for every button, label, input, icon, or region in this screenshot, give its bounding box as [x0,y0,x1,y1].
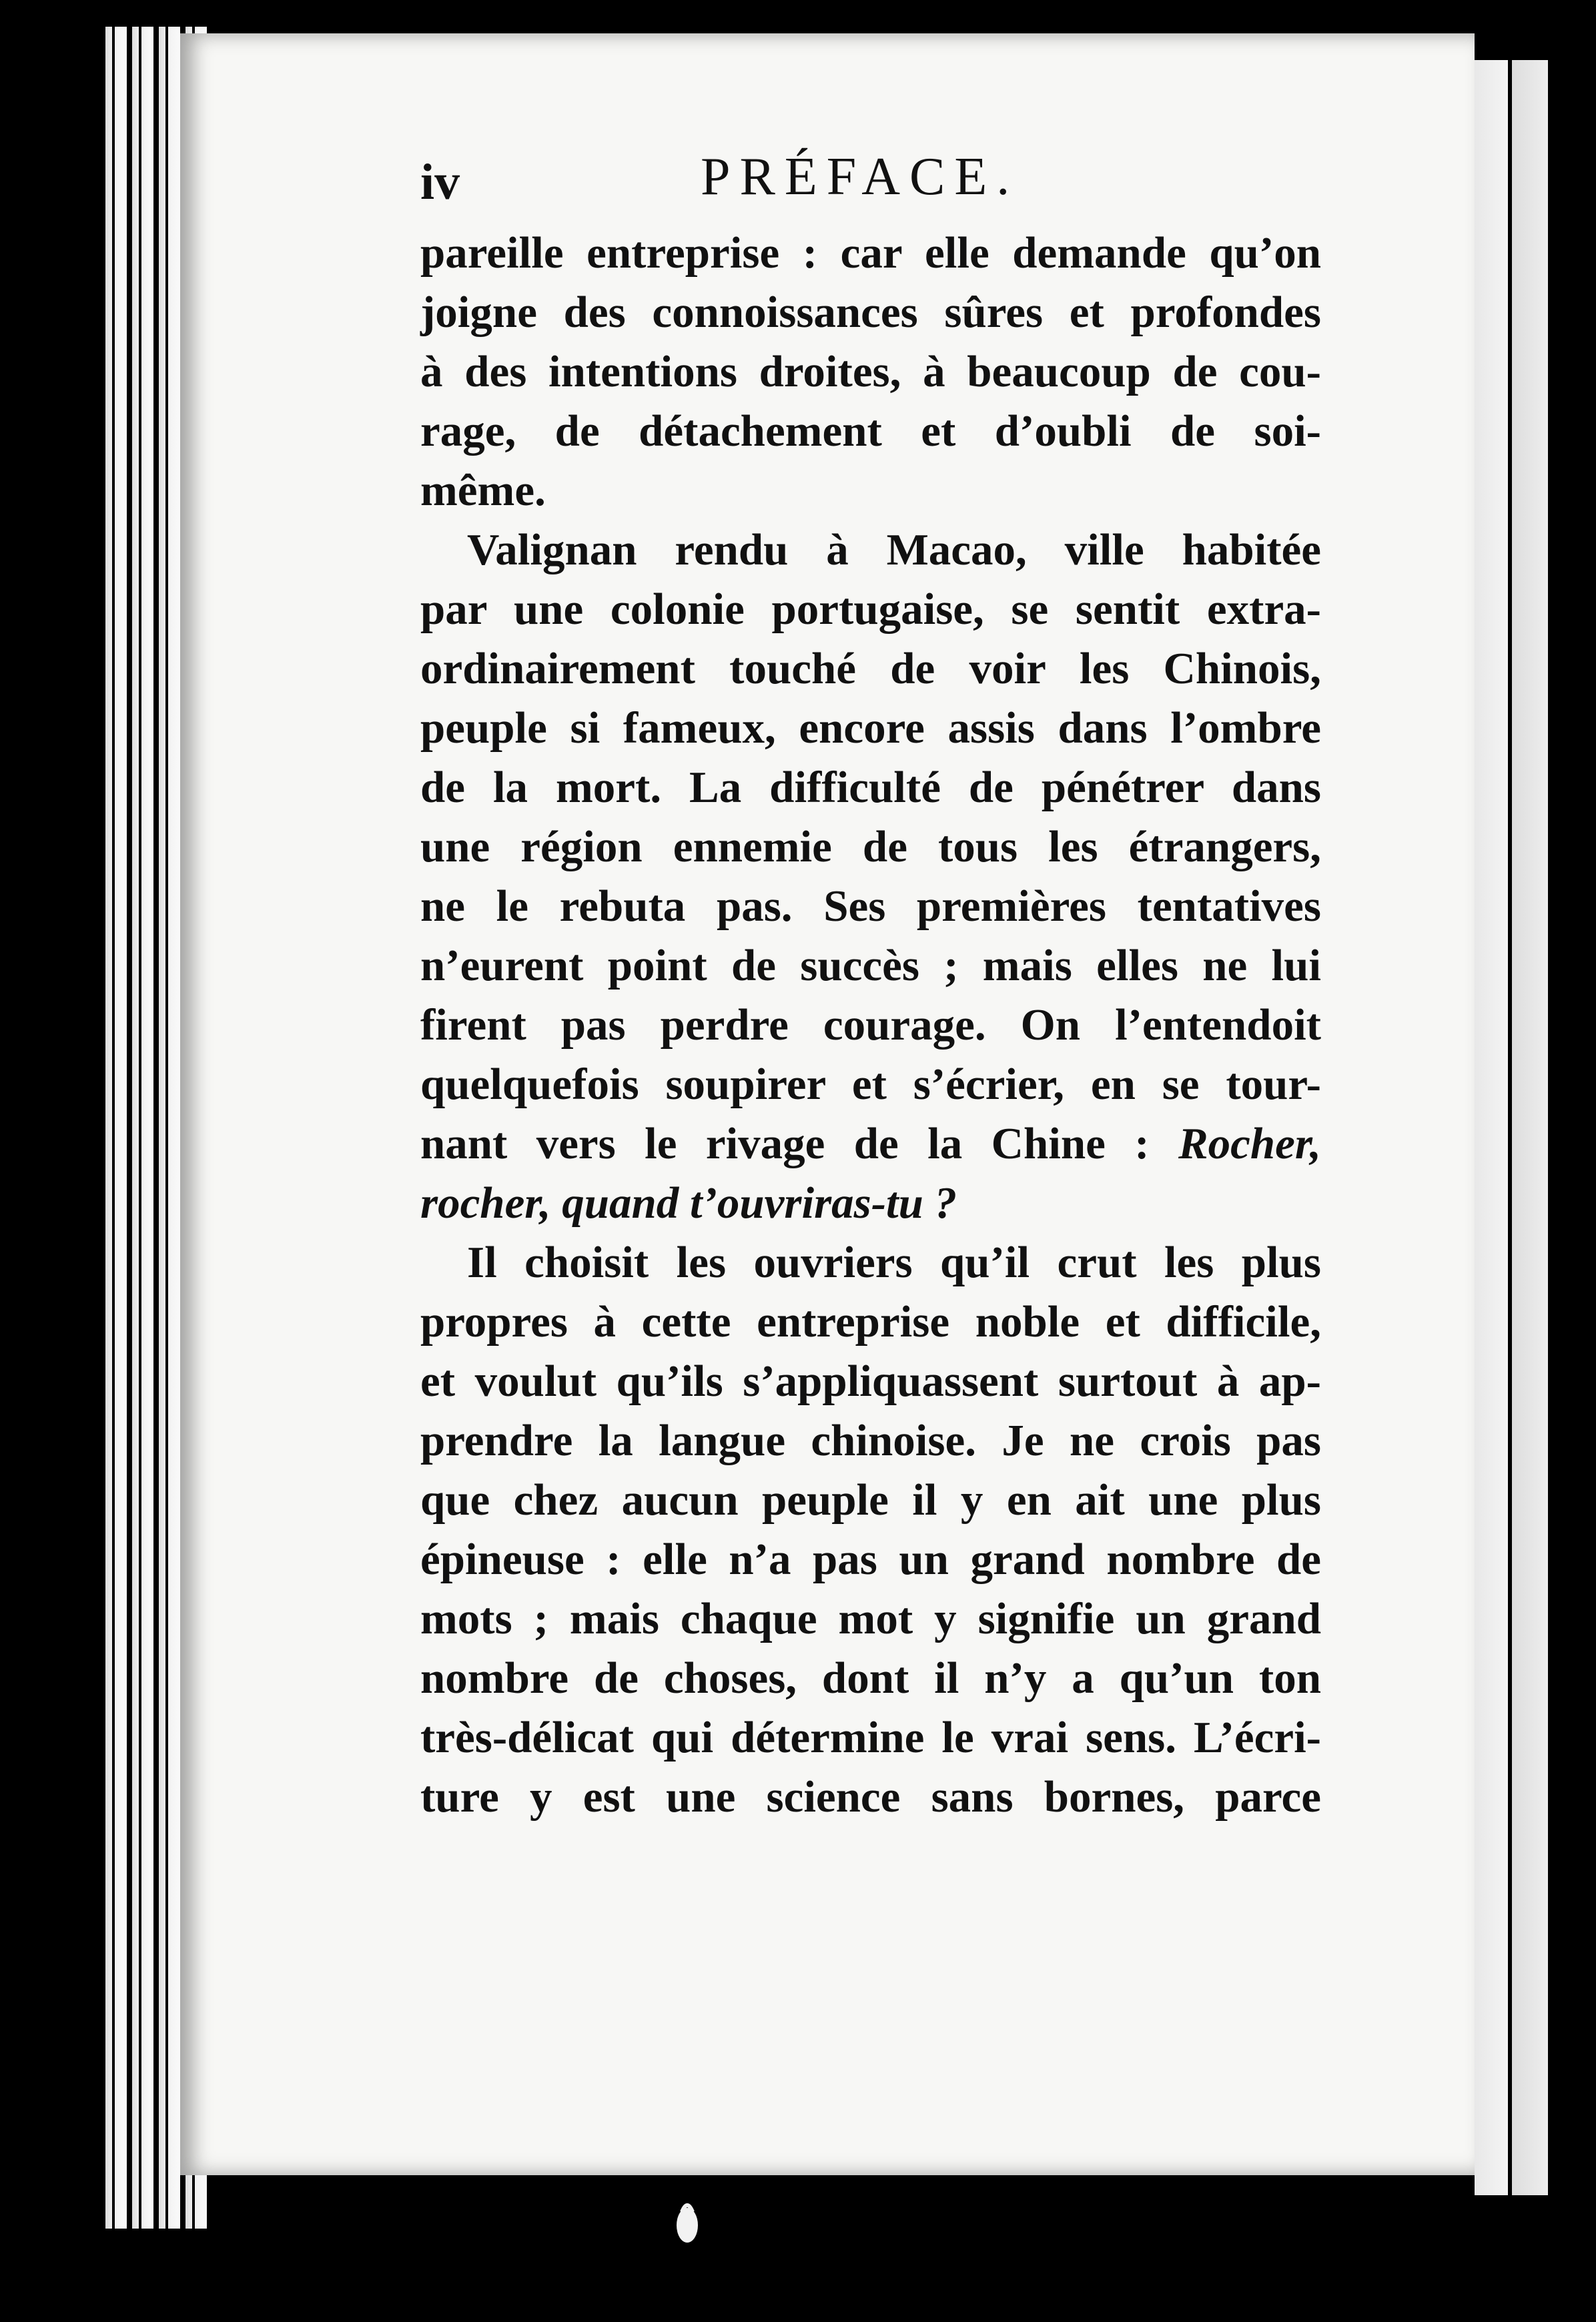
italic-text: Rocher, [1178,1119,1321,1168]
text-line [420,1114,1321,1174]
text-line: de la mort. La difficulté de pénétrer dans [420,763,1321,812]
text-line: que chez aucun peuple il y en ait une plus [420,1475,1321,1525]
text-line: même. [420,466,546,515]
text-line-italic: rocher, quand t’ouvriras-tu ? [420,1178,957,1228]
text-line: à des intentions droites, à beaucoup de cou- [420,347,1321,396]
text-line: ordinairement touché de voir les Chinois, [420,644,1321,693]
running-title: PRÉFACE. [701,147,1020,206]
ornament-icon [667,2192,707,2252]
text-line: propres à cette entreprise noble et difficile, [420,1297,1321,1346]
text-fragment: nant vers le rivage de la Chine : [420,1119,1150,1168]
text-line: nombre de choses, dont il n’y a qu’un ton [420,1653,1321,1703]
book-right-edge [1468,60,1548,2195]
text-line: peuple si fameux, encore assis dans l’ombre [420,703,1321,753]
text-line: mots ; mais chaque mot y signifie un grand [420,1594,1321,1643]
text-line: très-délicat qui détermine le vrai sens. L’écri- [420,1713,1321,1762]
text-line: Valignan rendu à Macao, ville habitée [467,525,1321,574]
text-line: et voulut qu’ils s’appliquassent surtout à ap- [420,1357,1321,1406]
text-line: n’eurent point de succès ; mais elles ne lui [420,941,1321,990]
page-number: iv [420,154,460,210]
text-line: rage, de détachement et d’oubli de soi- [420,406,1321,456]
text-line: firent pas perdre courage. On l’entendoit [420,1000,1321,1050]
text-line: ture y est une science sans bornes, parce [420,1772,1321,1822]
text-line: prendre la langue chinoise. Je ne crois pas [420,1416,1321,1465]
text-line: ne le rebuta pas. Ses premières tentatives [420,881,1321,931]
page-header [420,147,1321,220]
text-line: une région ennemie de tous les étrangers, [420,822,1321,871]
text-line: épineuse : elle n’a pas un grand nombre de [420,1535,1321,1584]
text-line: Il choisit les ouvriers qu’il crut les plus [467,1238,1321,1287]
text-line: par une colonie portugaise, se sentit extra- [420,585,1321,634]
text-line: pareille entreprise : car elle demande qu’on [420,228,1321,278]
text-line: quelquefois soupirer et s’écrier, en se tour- [420,1060,1321,1109]
text-line: joigne des connoissances sûres et profondes [420,288,1321,337]
body-text [420,224,1321,1827]
